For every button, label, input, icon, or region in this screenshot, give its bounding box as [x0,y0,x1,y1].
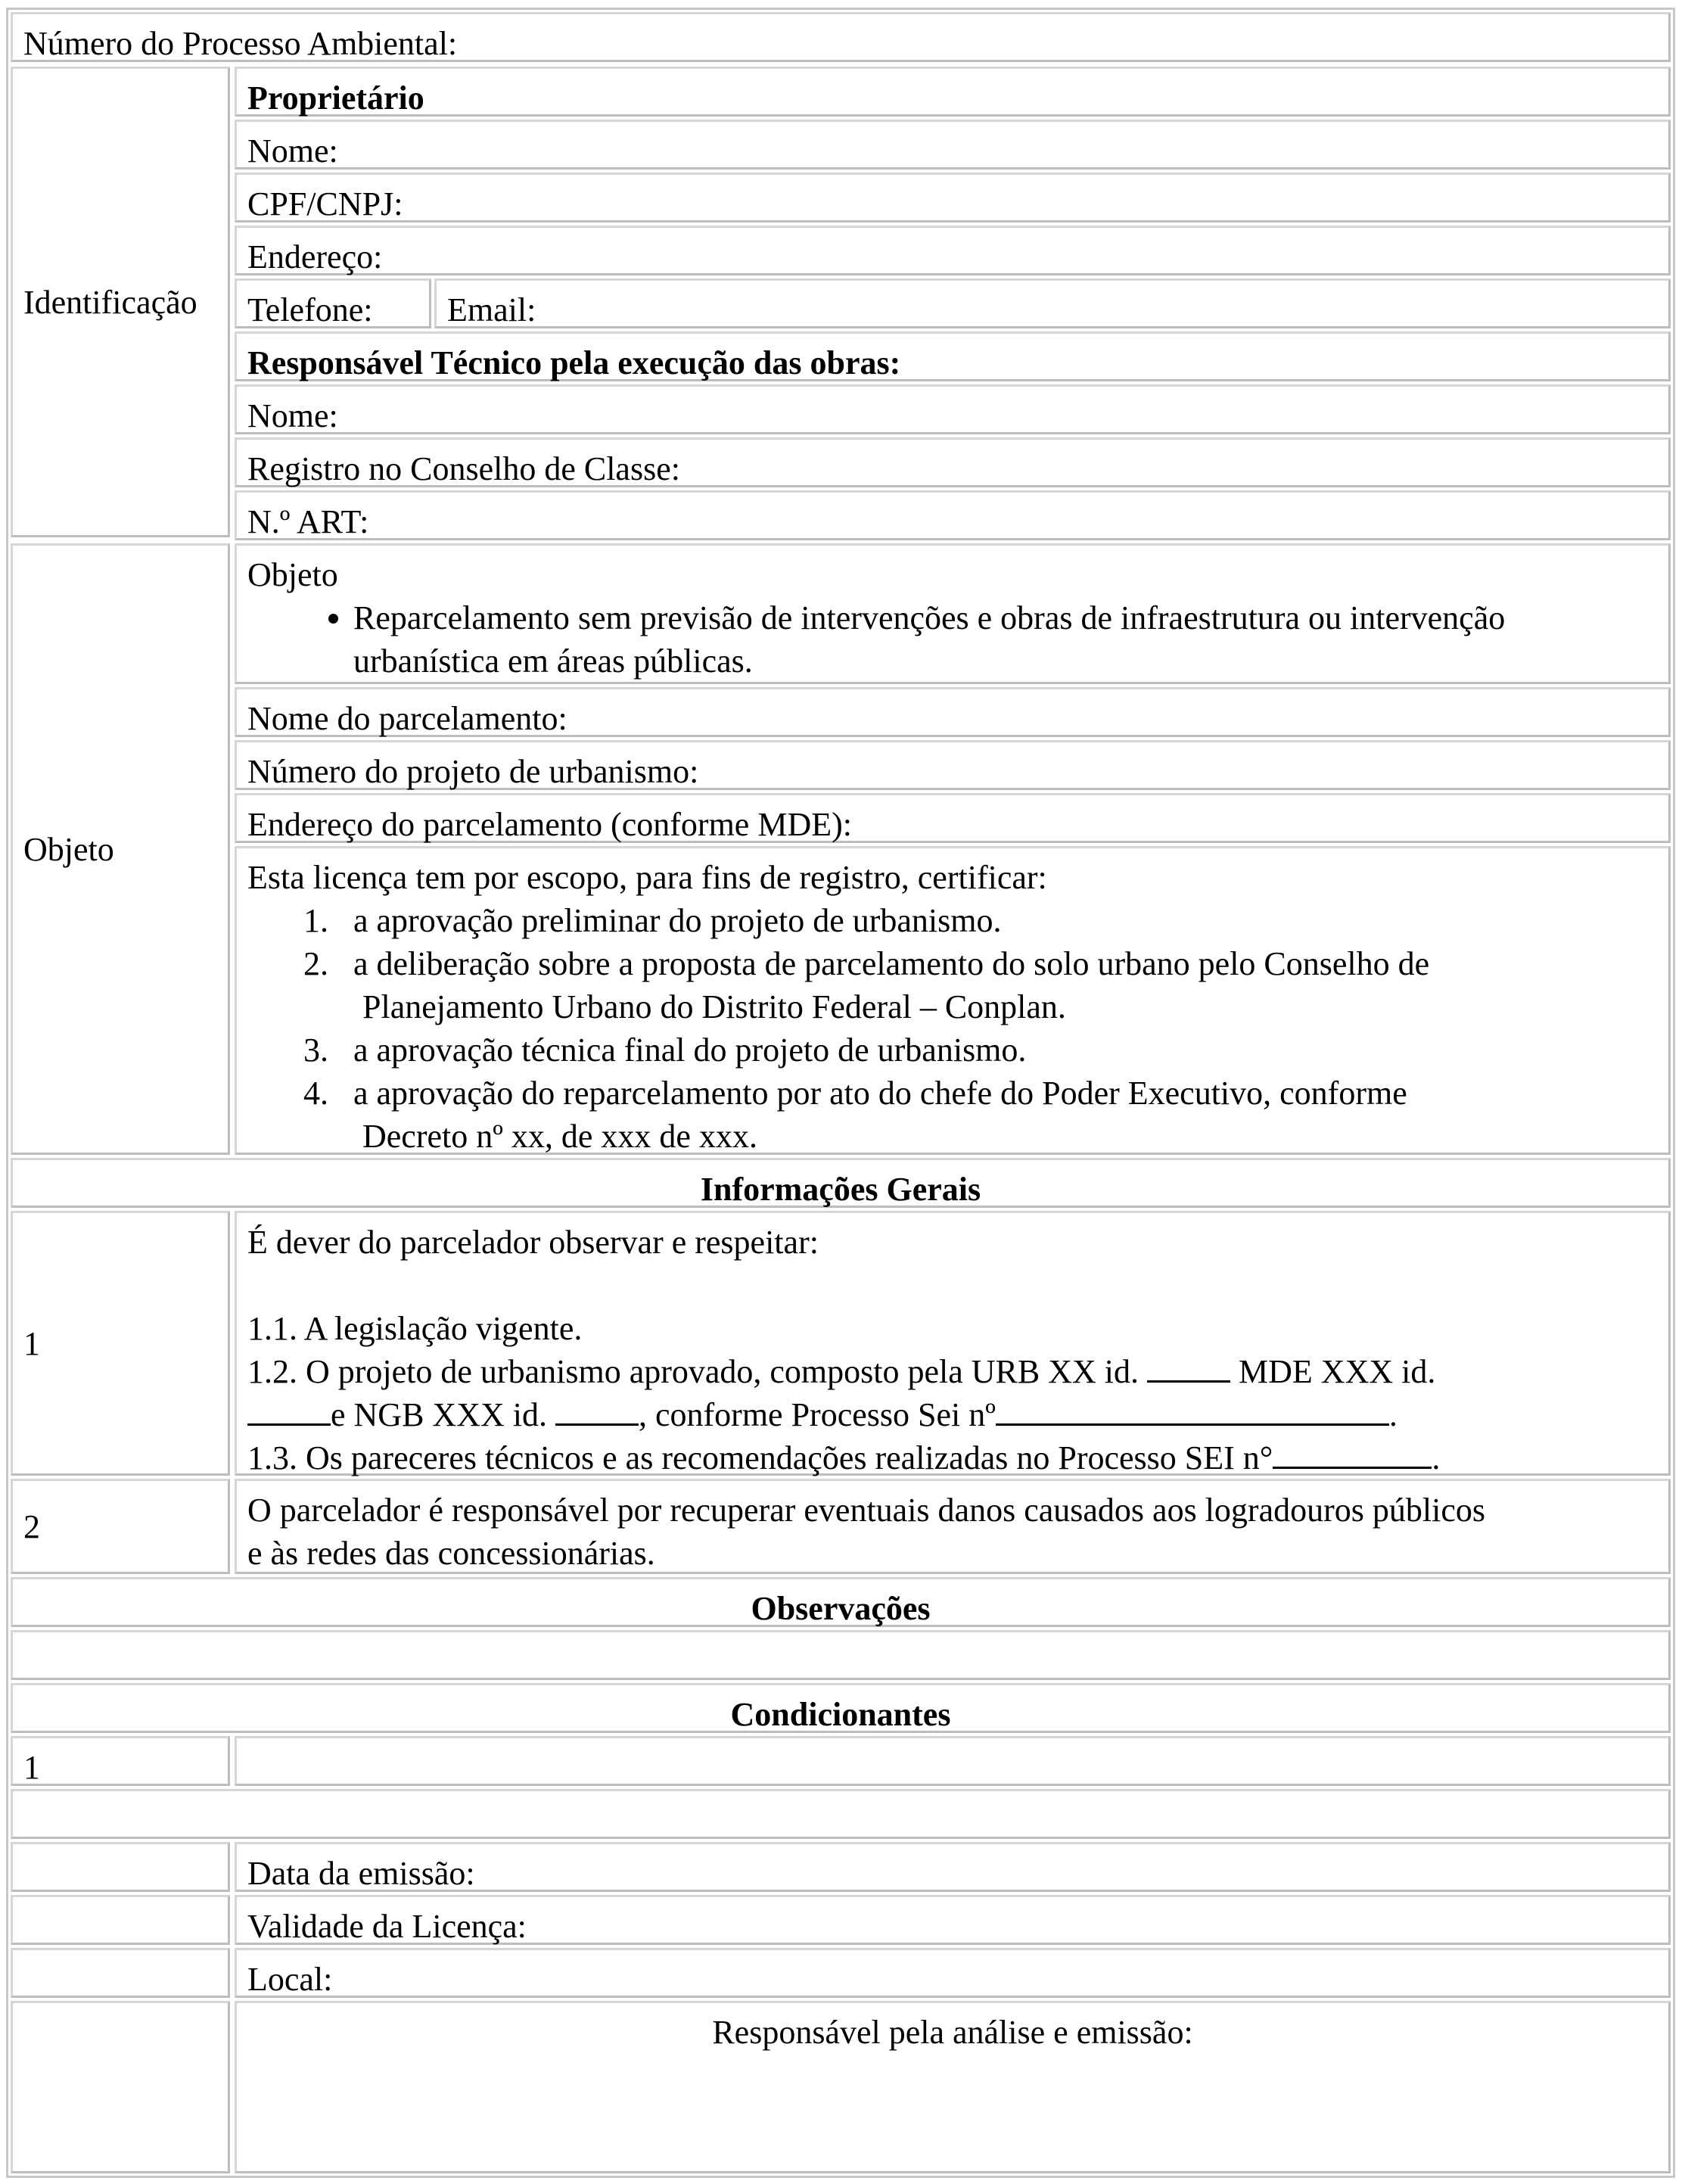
info-item1-cell [235,1211,1671,1476]
responsavel-analise-cell [235,2001,1671,2173]
escopo-intro: Esta licença tem por escopo, para fins de registro, certificar: [247,859,1047,896]
objeto-title: Objeto [247,556,338,593]
validade-licenca-field: Validade da Licença: [235,1895,1671,1945]
escopo-item [247,899,1658,942]
escopo-item-number: 3. [303,1031,328,1069]
escopo-item-text: a deliberação sobre a proposta de parcelamento do solo urbano pelo Conselho de [353,945,1430,982]
objeto-label: Objeto [23,830,114,868]
registro-conselho-field: Registro no Conselho de Classe: [235,437,1671,487]
escopo-item-text: a aprovação técnica final do projeto de urbanismo. [353,1031,1027,1069]
info-item2-cell: O parcelador é responsável por recuperar eventuais danos causados aos logradouros públicos e às redes das concessionárias. [235,1479,1671,1574]
escopo-item-number: 2. [303,945,328,982]
blank-line [247,1393,331,1426]
cpf-cnpj-field: CPF/CNPJ: [235,173,1671,222]
info-item1-number-cell: 1 [11,1211,230,1476]
escopo-item [247,1028,1658,1072]
observacoes-heading: Observações [11,1577,1671,1627]
nome-parcelamento-field: Nome do parcelamento: [235,687,1671,737]
info-item1-2-line2: e NGB XXX id. , conforme Processo Sei nº . [247,1393,1658,1436]
escopo-item [247,1072,1658,1115]
identificacao-label-cell [11,67,230,537]
proprietario-heading: Proprietário [235,67,1671,117]
license-form [6,8,1675,2178]
responsavel-analise-label: Responsável pela análise e emissão: [712,2014,1193,2051]
condicionante-item1-cell [235,1736,1671,1786]
owner-name-field: Nome: [235,120,1671,170]
objeto-bullet-list [247,596,1658,639]
info-item1-1: 1.1. A legislação vigente. [247,1310,583,1347]
escopo-item-continuation: Planejamento Urbano do Distrito Federal – Conplan. [362,988,1066,1025]
escopo-item-text: a aprovação do reparcelamento por ato do chefe do Poder Executivo, conforme [353,1075,1407,1112]
escopo-item-number: 1. [303,902,328,939]
escopo-item-continuation: Decreto nº xx, de xxx de xxx. [362,1118,757,1155]
responsavel-tecnico-heading: Responsável Técnico pela execução das obras: [235,331,1671,381]
local-field: Local: [235,1948,1671,1998]
footer-left-cell-4 [11,2001,230,2173]
data-emissao-field: Data da emissão: [235,1842,1671,1892]
identificacao-label: Identificação [23,283,197,321]
escopo-item [247,942,1658,985]
objeto-description-cell [235,543,1671,684]
art-number-field: N.º ART: [235,490,1671,540]
objeto-bullet-item: • Reparcelamento sem previsão de intervenções e obras de infraestrutura ou intervenção [353,596,1658,639]
endereco-parcelamento-field: Endereço do parcelamento (conforme MDE): [235,793,1671,843]
phone-field: Telefone: [235,278,431,328]
footer-left-cell-1 [11,1842,230,1892]
info-item1-2-line1: 1.2. O projeto de urbanismo aprovado, composto pela URB XX id. MDE XXX id. [247,1350,1658,1393]
escopo-cell [235,846,1671,1155]
escopo-item-text: a aprovação preliminar do projeto de urbanismo. [353,902,1002,939]
escopo-list [247,899,1658,1158]
spacer-row-cell [11,1789,1671,1839]
info-item2-number-cell: 2 [11,1479,230,1574]
blank-line [555,1393,639,1426]
email-field: Email: [434,278,1671,328]
objeto-label-cell [11,543,230,1155]
info-item1-intro: É dever do parcelador observar e respeitar: [247,1224,819,1261]
footer-left-cell-3 [11,1948,230,1998]
process-number-cell [11,12,1671,62]
escopo-item-number: 4. [303,1075,328,1112]
objeto-bullet-continuation: urbanística em áreas públicas. [353,642,753,680]
address-field: Endereço: [235,226,1671,275]
footer-left-cell-2 [11,1895,230,1945]
informacoes-gerais-heading: Informações Gerais [11,1158,1671,1208]
blank-line [996,1393,1389,1426]
condicionantes-heading: Condicionantes [11,1683,1671,1733]
blank-line [1273,1436,1432,1469]
numero-projeto-field: Número do projeto de urbanismo: [235,740,1671,790]
process-number-label: Número do Processo Ambiental: [23,25,458,62]
observacoes-content-cell [11,1630,1671,1680]
info-item1-3: 1.3. Os pareceres técnicos e as recomendações realizadas no Processo SEI n° . [247,1436,1658,1479]
condicionante-item1-number-cell: 1 [11,1736,230,1786]
blank-line [1147,1350,1230,1383]
rt-name-field: Nome: [235,384,1671,434]
